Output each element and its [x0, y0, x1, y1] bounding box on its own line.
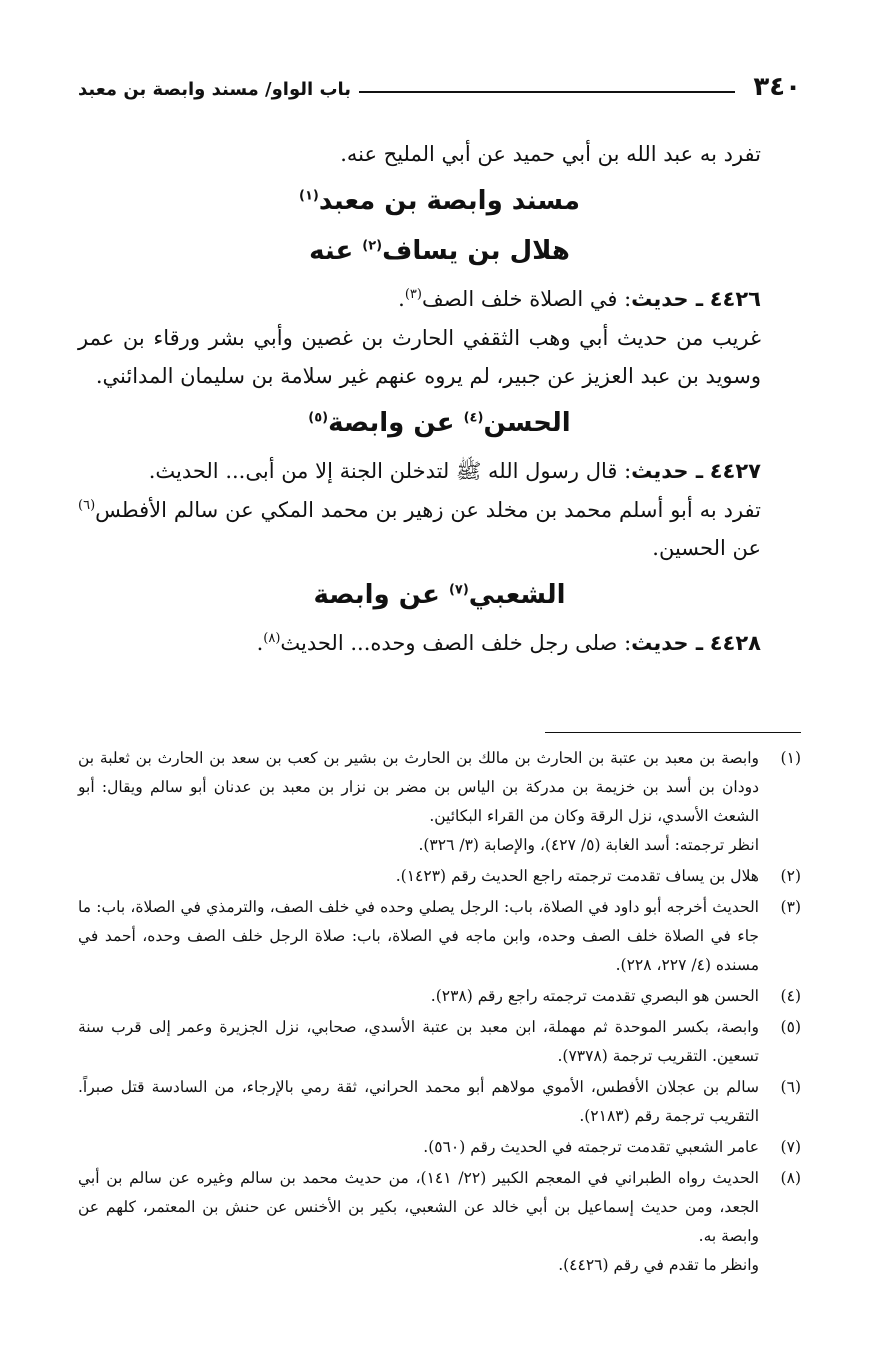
footnote-3 [78, 893, 801, 980]
hadith-label: حديث [631, 631, 689, 655]
footnote-ref[interactable]: (٣) [404, 287, 422, 302]
page-header [78, 62, 801, 102]
footnote-ref[interactable]: (٧) [448, 582, 469, 598]
footnote-ref[interactable]: (١) [299, 188, 319, 204]
heading-text: عن وابصة [313, 580, 449, 610]
hadith-text: قال رسول الله ﷺ لتدخلن الجنة إلا من أبى... الحديث. [148, 459, 625, 483]
footnote-ref[interactable]: (٥) [308, 410, 329, 426]
footnote-text: عامر الشعبي تقدمت ترجمته في الحديث رقم (٥٦٠). [423, 1138, 759, 1156]
footnote-6 [78, 1073, 801, 1131]
intro-line: تفرد به عبد الله بن أبي حميد عن أبي المليح عنه. [340, 142, 761, 166]
heading-text: هلال بن يساف [382, 236, 570, 266]
footnote-separator [545, 732, 801, 733]
heading-text: الحسن [483, 408, 571, 438]
footnote-1 [78, 744, 801, 860]
paragraph-gharib: غريب من حديث أبي وهب الثقفي الحارث بن غصين وأبي بشر ورقاء بن عمر وسويد بن عبد العزيز عن جبير، لم يروه عنهم غير سلامة بن سليمان المدائني. [78, 326, 761, 388]
section-heading-shabi [78, 573, 801, 617]
hadith-label: حديث [631, 287, 689, 311]
footnote-number: (٥) [780, 1018, 801, 1036]
footnote-text: وابصة، بكسر الموحدة ثم مهملة، ابن معبد بن عتبة الأسدي، صحابي، نزل الجزيرة وعمر إلى قرب سنة تسعين. التقريب ترجمة (٧٣٧٨). [78, 1018, 759, 1065]
footnote-text: الحديث أخرجه أبو داود في الصلاة، باب: الرجل يصلي وحده في خلف الصف، والترمذي في الصلاة، باب: ما جاء في الصلاة خلف الصف وحده، وابن ماجه في الصلاة، باب: صلاة الرجل خلف الصف وحده، أحمد في مسنده (٤/ ٢٢٧، ٢٢٨). [78, 898, 759, 974]
footnote-ref[interactable]: (٢) [362, 238, 383, 254]
paragraph-tafarrud [78, 491, 801, 567]
footnote-7 [78, 1133, 801, 1162]
hadith-label: حديث [631, 459, 689, 483]
footnote-ref[interactable]: (٨) [263, 631, 281, 646]
paragraph-text: تفرد به أبو أسلم محمد بن مخلد عن زهير بن محمد المكي عن سالم الأفطس [95, 498, 761, 522]
header-rule [359, 91, 735, 93]
footnote-number: (٧) [780, 1138, 801, 1156]
heading-text: الشعبي [468, 580, 566, 610]
hadith-4428: ٤٤٢٨ ـ حديث: صلى رجل خلف الصف وحده... الحديث$^{(٨)}$. [256, 631, 761, 655]
footnote-5 [78, 1013, 801, 1071]
hadith-number: ٤٤٢٦ [709, 287, 761, 311]
footnote-number: (١) [780, 749, 801, 767]
footnotes [78, 744, 801, 1282]
footnote-8 [78, 1164, 801, 1280]
heading-text: عنه [309, 236, 363, 266]
main-text [78, 135, 801, 663]
footnote-number: (٣) [780, 898, 801, 916]
heading-text: عن وابصة [328, 408, 464, 438]
hadith-end: . [256, 631, 264, 655]
running-title: باب الواو/ مسند وابصة بن معبد [78, 79, 352, 100]
section-heading-hasan [78, 401, 801, 445]
footnote-ref[interactable]: (٤) [463, 410, 484, 426]
paragraph-text: عن الحسين. [652, 536, 761, 560]
footnote-text: سالم بن عجلان الأفطس، الأموي مولاهم أبو محمد الحراني، ثقة رمي بالإرجاء، من السادسة قتل صبراً. التقريب ترجمة رقم (٢١٨٣). [78, 1078, 759, 1125]
hadith-text: في الصلاة خلف الصف [421, 287, 625, 311]
footnote-number: (٢) [780, 867, 801, 885]
hadith-4427: ٤٤٢٧ ـ حديث: قال رسول الله ﷺ لتدخلن الجنة إلا من أبى... الحديث. [148, 459, 761, 483]
footnote-number: (٤) [780, 987, 801, 1005]
hadith-4426: ٤٤٢٦ ـ حديث: في الصلاة خلف الصف$^{(٣)}$. [398, 287, 761, 311]
hadith-end: . [398, 287, 405, 311]
footnote-4 [78, 982, 801, 1011]
hadith-number: ٤٤٢٨ [709, 631, 761, 655]
page-number: ٣٤٠ [753, 72, 801, 102]
footnote-text: هلال بن يساف تقدمت ترجمته راجع الحديث رقم (١٤٢٣). [395, 867, 759, 885]
footnote-number: (٨) [780, 1169, 801, 1187]
footnote-text: الحسن هو البصري تقدمت ترجمته راجع رقم (٢٣٨). [430, 987, 759, 1005]
section-heading-hilal [78, 229, 801, 273]
heading-text: مسند وابصة بن معبد [318, 186, 580, 216]
hadith-text: صلى رجل خلف الصف وحده... الحديث [280, 631, 625, 655]
hadith-number: ٤٤٢٧ [709, 459, 761, 483]
footnote-ref[interactable]: (٦) [78, 498, 96, 513]
footnote-text: وابصة بن معبد بن عتبة بن الحارث بن مالك بن الحارث بن بشير بن كعب بن سعد بن الحارث بن ثعلبة بن دودان بن أسد بن خزيمة بن مدركة بن الياس بن مضر بن نزار بن معبد بن عدنان أبو سالم ويقال: أبو الشعث الأسدي، نزل الرقة وكان من القراء البكائين. [78, 749, 759, 825]
footnote-text: انظر ترجمته: أسد الغابة (٥/ ٤٢٧)، والإصابة (٣/ ٣٢٦). [418, 836, 759, 854]
footnote-number: (٦) [780, 1078, 801, 1096]
footnote-text: وانظر ما تقدم في رقم (٤٤٢٦). [558, 1256, 759, 1274]
footnote-text: الحديث رواه الطبراني في المعجم الكبير (٢٢/ ١٤١)، من حديث محمد بن سالم وغيره عن سالم بن أبي الجعد، ومن حديث إسماعيل بن أبي خالد عن الشعبي، بكير بن الأخنس عن حنش بن المعتمر، كلهم عن وابصة به. [78, 1169, 759, 1245]
footnote-2 [78, 862, 801, 891]
section-heading-musnad [78, 179, 801, 223]
